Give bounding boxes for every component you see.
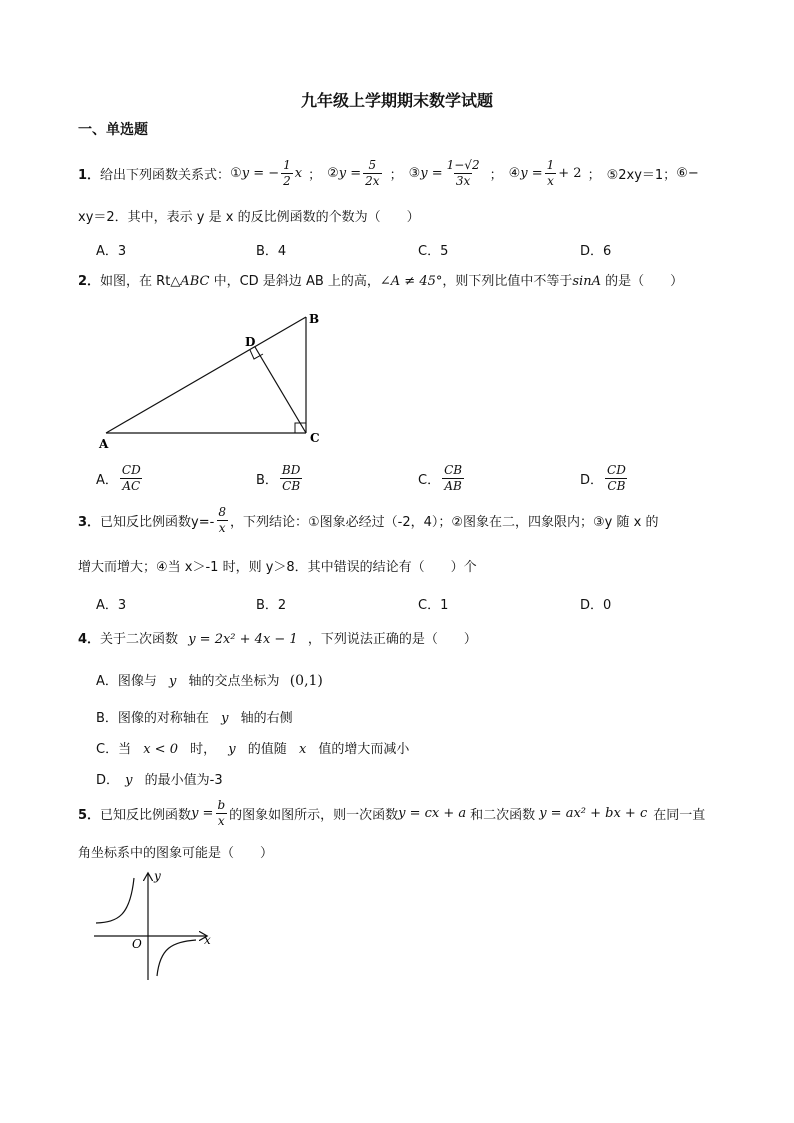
circled-num: ④ <box>508 166 521 181</box>
section-heading: 一、单选题 <box>78 122 148 138</box>
fraction: $\frac{CB}{AB}$ <box>444 463 463 493</box>
option-text: B．图像的对称轴在 <box>96 711 209 726</box>
option-a[interactable]: A．3 <box>96 598 127 613</box>
option-c[interactable]: C．5 <box>418 244 449 259</box>
quadratic-function: y = 2x² + 4x − 1 <box>188 632 298 647</box>
separator: ； <box>389 168 403 183</box>
question-text: ，下列结论：①图象必经过（-2，4）；②图象在二，四象限内；③y 随 x 的 <box>229 515 659 530</box>
question-number: 3． <box>78 515 101 530</box>
question-number: 4． <box>78 632 101 647</box>
option-a[interactable]: A．3 <box>96 244 127 259</box>
option-d[interactable] <box>580 463 630 494</box>
option-letter: D． <box>580 473 604 488</box>
formula-6: ⑥− <box>676 166 699 181</box>
formula-rhs: + 2 <box>558 166 582 181</box>
fraction: $\frac{8}{x}$ <box>218 505 226 535</box>
linear-function: y = cx + a <box>398 806 467 821</box>
option-a[interactable] <box>96 463 145 494</box>
var-y: y <box>221 711 229 726</box>
option-c[interactable]: C．1 <box>418 598 449 613</box>
option-c[interactable] <box>418 463 466 494</box>
question-4-text <box>78 628 477 647</box>
formula-lhs: y = <box>520 166 543 181</box>
question-number: 5． <box>78 808 101 823</box>
option-text: A．图像与 <box>96 674 157 689</box>
question-text: 在同一直 <box>653 808 706 823</box>
question-text: 已知反比例函数y=- <box>100 515 215 530</box>
option-text: 的值随 <box>247 742 287 757</box>
separator: ； <box>489 168 503 183</box>
question-number: 1． <box>78 168 101 183</box>
condition: x < 0 <box>143 742 178 757</box>
question-text: 中，CD 是斜边 AB 上的高， <box>209 274 380 289</box>
circled-num: ① <box>230 166 242 181</box>
option-text: 轴的交点坐标为 <box>188 674 280 689</box>
option-text: 值的增大而减小 <box>318 742 410 757</box>
question-text: 如图，在 Rt <box>100 274 171 289</box>
triangle-figure <box>90 305 340 455</box>
var-y: y <box>169 674 177 689</box>
option-d[interactable] <box>96 769 223 788</box>
question-5-line-2: 角坐标系中的图象可能是（ ） <box>78 846 274 861</box>
option-d[interactable]: D．6 <box>580 244 612 259</box>
question-text: 给出下列函数关系式： <box>100 168 231 183</box>
point: (0,1) <box>289 673 323 689</box>
formula-rhs: x <box>294 166 303 181</box>
question-3-line-2: 增大而增大；④当 x＞-1 时，则 y＞8．其中错误的结论有（ ）个 <box>78 560 477 575</box>
axis-label-x: x <box>204 933 211 947</box>
question-number: 2． <box>78 274 101 289</box>
label-c: C <box>310 431 320 445</box>
option-a[interactable] <box>96 670 323 689</box>
label-a: A <box>99 437 109 451</box>
option-letter: B． <box>256 473 278 488</box>
option-text: 轴的右侧 <box>240 711 293 726</box>
label-b: B <box>309 312 320 326</box>
label-d: D <box>245 335 256 349</box>
angle-condition: ∠A ≠ 45° <box>379 274 443 289</box>
question-text: 和二次函数 <box>470 808 536 823</box>
option-b[interactable]: B．2 <box>256 598 287 613</box>
formula-lhs: y = <box>420 166 443 181</box>
var-x: x <box>298 742 307 757</box>
question-text: 关于二次函数 <box>100 632 179 647</box>
fraction: $\frac{5}{2x}$ <box>365 158 380 188</box>
formula-lhs: y = <box>338 166 362 181</box>
var-y: y <box>125 773 133 788</box>
question-5-line-1 <box>78 798 705 829</box>
inverse-function-graph <box>88 866 228 986</box>
question-text: 的图象如图所示，则一次函数 <box>229 808 399 823</box>
option-letter: C． <box>418 473 441 488</box>
option-c[interactable] <box>96 738 409 757</box>
option-text: D． <box>96 773 120 788</box>
option-text: C．当 <box>96 742 132 757</box>
formula-lhs: y = <box>191 806 214 821</box>
fraction: $\frac{CD}{CB}$ <box>607 463 626 493</box>
option-b[interactable]: B．4 <box>256 244 287 259</box>
formula-lhs: y = − <box>241 166 280 181</box>
circled-num: ③ <box>408 166 421 181</box>
fraction: $\frac{1-√2}{3x}$ <box>446 158 480 188</box>
question-text: 的是（ ） <box>600 274 684 289</box>
question-text: ，则下列比值中不等于 <box>442 274 573 289</box>
question-1-line-1 <box>78 158 699 189</box>
var-y: y <box>228 742 236 757</box>
option-text: 时， <box>190 742 217 757</box>
quadratic-function: y = ax² + bx + c <box>539 806 648 821</box>
fraction: $\frac{1}{x}$ <box>546 158 555 188</box>
question-3-line-1 <box>78 505 658 536</box>
axis-label-y: y <box>154 869 161 883</box>
question-1-line-2: xy＝2．其中，表示 y 是 x 的反比例函数的个数为（ ） <box>78 210 420 225</box>
fraction: $\frac{CD}{AC}$ <box>121 463 141 493</box>
option-d[interactable]: D．0 <box>580 598 612 613</box>
page-title: 九年级上学期期末数学试题 <box>300 91 493 110</box>
sin-a: sinA <box>572 274 601 289</box>
question-text: 已知反比例函数 <box>100 808 192 823</box>
separator: ； <box>587 168 601 183</box>
option-b[interactable] <box>96 707 293 726</box>
fraction: $\frac{1}{2}$ <box>283 158 291 188</box>
question-2-text <box>78 270 683 289</box>
separator: ； <box>308 168 322 183</box>
question-text: ，下列说法正确的是（ ） <box>307 632 477 647</box>
formula-5: ⑤2xy＝1； <box>606 168 677 183</box>
triangle-name: △ABC <box>170 274 210 289</box>
origin-label: O <box>132 937 142 951</box>
option-letter: A． <box>96 473 118 488</box>
option-text: 的最小值为-3 <box>144 773 223 788</box>
circled-num: ② <box>327 166 339 181</box>
option-b[interactable] <box>256 463 304 494</box>
fraction: $\frac{b}{x}$ <box>217 798 226 828</box>
fraction: $\frac{BD}{CB}$ <box>281 463 301 493</box>
